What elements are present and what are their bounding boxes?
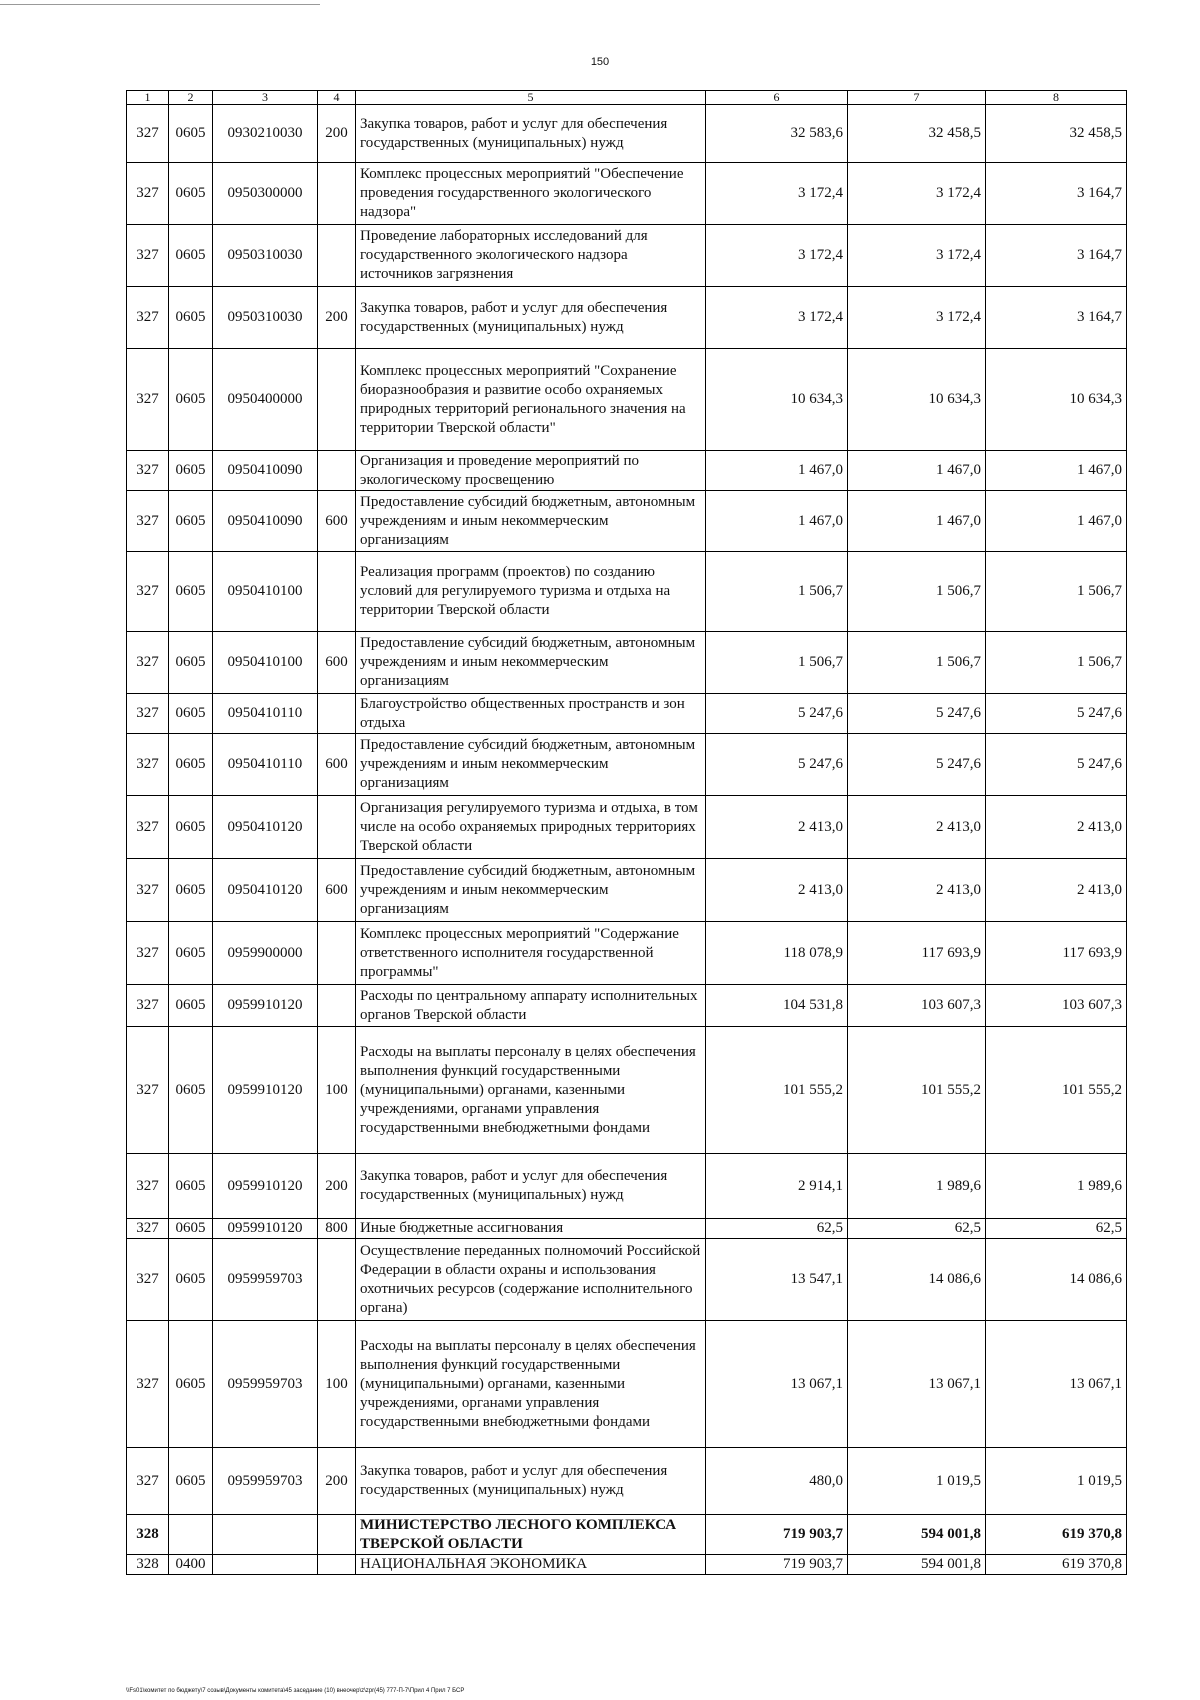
amount-col6-cell: 13 547,1 bbox=[706, 1239, 848, 1321]
description-cell: Комплекс процессных мероприятий "Обеспечение проведения государственного экологического надзора" bbox=[356, 163, 706, 225]
section-code-cell: 0605 bbox=[169, 1239, 213, 1321]
ministry-code-cell: 327 bbox=[127, 1219, 169, 1239]
expense-type-cell bbox=[318, 1555, 356, 1575]
amount-col6-cell: 719 903,7 bbox=[706, 1515, 848, 1555]
target-article-cell: 0959910120 bbox=[213, 985, 318, 1027]
amount-col8-cell: 2 413,0 bbox=[986, 796, 1127, 859]
expense-type-cell bbox=[318, 163, 356, 225]
ministry-code-cell: 327 bbox=[127, 1154, 169, 1219]
target-article-cell: 0950310030 bbox=[213, 287, 318, 349]
expense-type-cell: 200 bbox=[318, 1448, 356, 1515]
target-article-cell: 0950410100 bbox=[213, 632, 318, 694]
table-body bbox=[127, 105, 1127, 1575]
amount-col6-cell: 118 078,9 bbox=[706, 922, 848, 985]
section-code-cell: 0605 bbox=[169, 694, 213, 734]
amount-col6-cell: 1 506,7 bbox=[706, 632, 848, 694]
table-row bbox=[127, 163, 1127, 225]
amount-col7-cell: 3 172,4 bbox=[848, 287, 986, 349]
expense-type-cell bbox=[318, 225, 356, 287]
table-row bbox=[127, 985, 1127, 1027]
amount-col6-cell: 13 067,1 bbox=[706, 1321, 848, 1448]
table-row bbox=[127, 451, 1127, 491]
section-code-cell: 0605 bbox=[169, 1219, 213, 1239]
table-row bbox=[127, 859, 1127, 922]
section-code-cell: 0605 bbox=[169, 349, 213, 451]
amount-col7-cell: 13 067,1 bbox=[848, 1321, 986, 1448]
expense-type-cell: 600 bbox=[318, 491, 356, 552]
expense-type-cell: 600 bbox=[318, 859, 356, 922]
amount-col6-cell: 2 413,0 bbox=[706, 859, 848, 922]
amount-col7-cell: 1 989,6 bbox=[848, 1154, 986, 1219]
amount-col7-cell: 5 247,6 bbox=[848, 734, 986, 796]
ministry-code-cell: 327 bbox=[127, 632, 169, 694]
expense-type-cell: 600 bbox=[318, 734, 356, 796]
amount-col7-cell: 1 019,5 bbox=[848, 1448, 986, 1515]
column-header-7: 7 bbox=[848, 91, 986, 105]
amount-col6-cell: 719 903,7 bbox=[706, 1555, 848, 1575]
table-row bbox=[127, 1448, 1127, 1515]
budget-table bbox=[126, 90, 1127, 1575]
amount-col8-cell: 1 467,0 bbox=[986, 491, 1127, 552]
amount-col6-cell: 2 413,0 bbox=[706, 796, 848, 859]
column-header-4: 4 bbox=[318, 91, 356, 105]
amount-col6-cell: 1 467,0 bbox=[706, 491, 848, 552]
table-row bbox=[127, 1515, 1127, 1555]
amount-col6-cell: 2 914,1 bbox=[706, 1154, 848, 1219]
description-cell: Расходы по центральному аппарату исполнительных органов Тверской области bbox=[356, 985, 706, 1027]
section-code-cell: 0605 bbox=[169, 734, 213, 796]
section-code-cell bbox=[169, 1515, 213, 1555]
target-article-cell: 0930210030 bbox=[213, 105, 318, 163]
section-code-cell: 0605 bbox=[169, 632, 213, 694]
table-row bbox=[127, 1219, 1127, 1239]
target-article-cell: 0959959703 bbox=[213, 1239, 318, 1321]
amount-col8-cell: 3 164,7 bbox=[986, 287, 1127, 349]
expense-type-cell bbox=[318, 552, 356, 632]
description-cell: Расходы на выплаты персоналу в целях обеспечения выполнения функций государственными (муниципальными) органами, казенными учреждениями, органами управления государственными внебюджетными фондами bbox=[356, 1027, 706, 1154]
table-row bbox=[127, 225, 1127, 287]
ministry-code-cell: 327 bbox=[127, 105, 169, 163]
description-cell: Расходы на выплаты персоналу в целях обеспечения выполнения функций государственными (муниципальными) органами, казенными учреждениями, органами управления государственными внебюджетными фондами bbox=[356, 1321, 706, 1448]
section-code-cell: 0605 bbox=[169, 491, 213, 552]
amount-col8-cell: 1 467,0 bbox=[986, 451, 1127, 491]
target-article-cell: 0950400000 bbox=[213, 349, 318, 451]
amount-col8-cell: 14 086,6 bbox=[986, 1239, 1127, 1321]
table-row bbox=[127, 734, 1127, 796]
amount-col7-cell: 5 247,6 bbox=[848, 694, 986, 734]
amount-col7-cell: 10 634,3 bbox=[848, 349, 986, 451]
amount-col8-cell: 62,5 bbox=[986, 1219, 1127, 1239]
target-article-cell: 0950410090 bbox=[213, 491, 318, 552]
ministry-code-cell: 328 bbox=[127, 1555, 169, 1575]
table-row bbox=[127, 632, 1127, 694]
table-row bbox=[127, 694, 1127, 734]
amount-col6-cell: 10 634,3 bbox=[706, 349, 848, 451]
description-cell: Предоставление субсидий бюджетным, автономным учреждениям и иным некоммерческим организациям bbox=[356, 859, 706, 922]
ministry-code-cell: 327 bbox=[127, 491, 169, 552]
description-cell: Закупка товаров, работ и услуг для обеспечения государственных (муниципальных) нужд bbox=[356, 1154, 706, 1219]
amount-col7-cell: 1 506,7 bbox=[848, 552, 986, 632]
column-header-5: 5 bbox=[356, 91, 706, 105]
amount-col8-cell: 3 164,7 bbox=[986, 225, 1127, 287]
ministry-code-cell: 327 bbox=[127, 922, 169, 985]
description-cell: МИНИСТЕРСТВО ЛЕСНОГО КОМПЛЕКСА ТВЕРСКОЙ ОБЛАСТИ bbox=[356, 1515, 706, 1555]
target-article-cell: 0959959703 bbox=[213, 1448, 318, 1515]
table-row bbox=[127, 922, 1127, 985]
ministry-code-cell: 327 bbox=[127, 985, 169, 1027]
target-article-cell: 0950410110 bbox=[213, 694, 318, 734]
target-article-cell: 0950310030 bbox=[213, 225, 318, 287]
table-row bbox=[127, 1321, 1127, 1448]
ministry-code-cell: 327 bbox=[127, 552, 169, 632]
target-article-cell: 0950410090 bbox=[213, 451, 318, 491]
amount-col8-cell: 3 164,7 bbox=[986, 163, 1127, 225]
amount-col8-cell: 2 413,0 bbox=[986, 859, 1127, 922]
expense-type-cell bbox=[318, 796, 356, 859]
amount-col7-cell: 14 086,6 bbox=[848, 1239, 986, 1321]
table-row bbox=[127, 552, 1127, 632]
section-code-cell: 0605 bbox=[169, 859, 213, 922]
table-row bbox=[127, 105, 1127, 163]
target-article-cell: 0950410110 bbox=[213, 734, 318, 796]
description-cell: Благоустройство общественных пространств и зон отдыха bbox=[356, 694, 706, 734]
amount-col8-cell: 117 693,9 bbox=[986, 922, 1127, 985]
amount-col7-cell: 1 506,7 bbox=[848, 632, 986, 694]
expense-type-cell: 600 bbox=[318, 632, 356, 694]
table-row bbox=[127, 1027, 1127, 1154]
description-cell: Комплекс процессных мероприятий "Содержание ответственного исполнителя государственной программы" bbox=[356, 922, 706, 985]
description-cell: Осуществление переданных полномочий Российской Федерации в области охраны и использования охотничьих ресурсов (содержание исполнительного органа) bbox=[356, 1239, 706, 1321]
ministry-code-cell: 327 bbox=[127, 1027, 169, 1154]
description-cell: НАЦИОНАЛЬНАЯ ЭКОНОМИКА bbox=[356, 1555, 706, 1575]
expense-type-cell bbox=[318, 922, 356, 985]
column-header-6: 6 bbox=[706, 91, 848, 105]
column-header-3: 3 bbox=[213, 91, 318, 105]
amount-col7-cell: 1 467,0 bbox=[848, 491, 986, 552]
expense-type-cell bbox=[318, 985, 356, 1027]
amount-col8-cell: 101 555,2 bbox=[986, 1027, 1127, 1154]
amount-col6-cell: 3 172,4 bbox=[706, 163, 848, 225]
expense-type-cell bbox=[318, 694, 356, 734]
description-cell: Проведение лабораторных исследований для государственного экологического надзора источников загрязнения bbox=[356, 225, 706, 287]
amount-col7-cell: 103 607,3 bbox=[848, 985, 986, 1027]
amount-col6-cell: 62,5 bbox=[706, 1219, 848, 1239]
section-code-cell: 0605 bbox=[169, 922, 213, 985]
ministry-code-cell: 327 bbox=[127, 349, 169, 451]
column-header-2: 2 bbox=[169, 91, 213, 105]
ministry-code-cell: 327 bbox=[127, 163, 169, 225]
amount-col6-cell: 101 555,2 bbox=[706, 1027, 848, 1154]
ministry-code-cell: 327 bbox=[127, 225, 169, 287]
section-code-cell: 0605 bbox=[169, 1154, 213, 1219]
target-article-cell: 0959910120 bbox=[213, 1027, 318, 1154]
amount-col7-cell: 117 693,9 bbox=[848, 922, 986, 985]
scan-artifact-line bbox=[0, 4, 320, 5]
amount-col6-cell: 32 583,6 bbox=[706, 105, 848, 163]
amount-col7-cell: 1 467,0 bbox=[848, 451, 986, 491]
ministry-code-cell: 327 bbox=[127, 1321, 169, 1448]
amount-col6-cell: 5 247,6 bbox=[706, 734, 848, 796]
target-article-cell: 0959900000 bbox=[213, 922, 318, 985]
description-cell: Иные бюджетные ассигнования bbox=[356, 1219, 706, 1239]
table-header-row bbox=[127, 91, 1127, 105]
target-article-cell: 0959959703 bbox=[213, 1321, 318, 1448]
ministry-code-cell: 327 bbox=[127, 796, 169, 859]
table-row bbox=[127, 1555, 1127, 1575]
table-row bbox=[127, 287, 1127, 349]
amount-col8-cell: 1 989,6 bbox=[986, 1154, 1127, 1219]
amount-col7-cell: 32 458,5 bbox=[848, 105, 986, 163]
target-article-cell: 0950410100 bbox=[213, 552, 318, 632]
description-cell: Закупка товаров, работ и услуг для обеспечения государственных (муниципальных) нужд bbox=[356, 287, 706, 349]
amount-col7-cell: 3 172,4 bbox=[848, 163, 986, 225]
amount-col8-cell: 5 247,6 bbox=[986, 694, 1127, 734]
column-header-8: 8 bbox=[986, 91, 1127, 105]
target-article-cell bbox=[213, 1515, 318, 1555]
section-code-cell: 0605 bbox=[169, 1448, 213, 1515]
description-cell: Закупка товаров, работ и услуг для обеспечения государственных (муниципальных) нужд bbox=[356, 105, 706, 163]
description-cell: Комплекс процессных мероприятий "Сохранение биоразнообразия и развитие особо охраняемых природных территорий регионального значения на территории Тверской области" bbox=[356, 349, 706, 451]
ministry-code-cell: 327 bbox=[127, 859, 169, 922]
amount-col8-cell: 619 370,8 bbox=[986, 1555, 1127, 1575]
amount-col6-cell: 1 467,0 bbox=[706, 451, 848, 491]
section-code-cell: 0605 bbox=[169, 552, 213, 632]
expense-type-cell bbox=[318, 349, 356, 451]
expense-type-cell: 800 bbox=[318, 1219, 356, 1239]
target-article-cell: 0959910120 bbox=[213, 1219, 318, 1239]
expense-type-cell bbox=[318, 1239, 356, 1321]
amount-col8-cell: 13 067,1 bbox=[986, 1321, 1127, 1448]
expense-type-cell: 200 bbox=[318, 1154, 356, 1219]
section-code-cell: 0605 bbox=[169, 105, 213, 163]
page-number: 150 bbox=[590, 56, 610, 68]
amount-col8-cell: 1 506,7 bbox=[986, 632, 1127, 694]
ministry-code-cell: 327 bbox=[127, 451, 169, 491]
table-row bbox=[127, 491, 1127, 552]
description-cell: Предоставление субсидий бюджетным, автономным учреждениям и иным некоммерческим организациям bbox=[356, 491, 706, 552]
amount-col7-cell: 3 172,4 bbox=[848, 225, 986, 287]
amount-col8-cell: 5 247,6 bbox=[986, 734, 1127, 796]
table-row bbox=[127, 796, 1127, 859]
target-article-cell: 0959910120 bbox=[213, 1154, 318, 1219]
amount-col6-cell: 3 172,4 bbox=[706, 225, 848, 287]
amount-col8-cell: 619 370,8 bbox=[986, 1515, 1127, 1555]
target-article-cell: 0950410120 bbox=[213, 796, 318, 859]
table-row bbox=[127, 1239, 1127, 1321]
table-row bbox=[127, 349, 1127, 451]
amount-col8-cell: 103 607,3 bbox=[986, 985, 1127, 1027]
ministry-code-cell: 327 bbox=[127, 1448, 169, 1515]
file-path-footer: \\Fs01\комитет по бюджету\7 созыв\Документы комитета\45 заседание (10) внеочер\z\zpr(45) 777-П-7\Прил 4 Прил 7 БСР bbox=[126, 1688, 465, 1694]
ministry-code-cell: 327 bbox=[127, 694, 169, 734]
section-code-cell: 0605 bbox=[169, 796, 213, 859]
section-code-cell: 0605 bbox=[169, 451, 213, 491]
amount-col6-cell: 5 247,6 bbox=[706, 694, 848, 734]
column-header-1: 1 bbox=[127, 91, 169, 105]
amount-col6-cell: 3 172,4 bbox=[706, 287, 848, 349]
section-code-cell: 0605 bbox=[169, 225, 213, 287]
amount-col7-cell: 2 413,0 bbox=[848, 796, 986, 859]
expense-type-cell: 200 bbox=[318, 287, 356, 349]
target-article-cell bbox=[213, 1555, 318, 1575]
section-code-cell: 0605 bbox=[169, 985, 213, 1027]
amount-col7-cell: 2 413,0 bbox=[848, 859, 986, 922]
amount-col7-cell: 594 001,8 bbox=[848, 1555, 986, 1575]
table-row bbox=[127, 1154, 1127, 1219]
section-code-cell: 0605 bbox=[169, 163, 213, 225]
section-code-cell: 0400 bbox=[169, 1555, 213, 1575]
amount-col8-cell: 10 634,3 bbox=[986, 349, 1127, 451]
expense-type-cell bbox=[318, 1515, 356, 1555]
section-code-cell: 0605 bbox=[169, 1321, 213, 1448]
amount-col7-cell: 62,5 bbox=[848, 1219, 986, 1239]
expense-type-cell: 100 bbox=[318, 1321, 356, 1448]
ministry-code-cell: 327 bbox=[127, 734, 169, 796]
amount-col7-cell: 594 001,8 bbox=[848, 1515, 986, 1555]
description-cell: Организация и проведение мероприятий по экологическому просвещению bbox=[356, 451, 706, 491]
ministry-code-cell: 328 bbox=[127, 1515, 169, 1555]
expense-type-cell: 200 bbox=[318, 105, 356, 163]
expense-type-cell: 100 bbox=[318, 1027, 356, 1154]
amount-col8-cell: 1 506,7 bbox=[986, 552, 1127, 632]
amount-col6-cell: 104 531,8 bbox=[706, 985, 848, 1027]
amount-col7-cell: 101 555,2 bbox=[848, 1027, 986, 1154]
amount-col6-cell: 1 506,7 bbox=[706, 552, 848, 632]
target-article-cell: 0950300000 bbox=[213, 163, 318, 225]
description-cell: Предоставление субсидий бюджетным, автономным учреждениям и иным некоммерческим организациям bbox=[356, 734, 706, 796]
expense-type-cell bbox=[318, 451, 356, 491]
ministry-code-cell: 327 bbox=[127, 287, 169, 349]
section-code-cell: 0605 bbox=[169, 1027, 213, 1154]
description-cell: Предоставление субсидий бюджетным, автономным учреждениям и иным некоммерческим организациям bbox=[356, 632, 706, 694]
description-cell: Организация регулируемого туризма и отдыха, в том числе на особо охраняемых природных территориях Тверской области bbox=[356, 796, 706, 859]
section-code-cell: 0605 bbox=[169, 287, 213, 349]
ministry-code-cell: 327 bbox=[127, 1239, 169, 1321]
amount-col8-cell: 32 458,5 bbox=[986, 105, 1127, 163]
amount-col8-cell: 1 019,5 bbox=[986, 1448, 1127, 1515]
description-cell: Закупка товаров, работ и услуг для обеспечения государственных (муниципальных) нужд bbox=[356, 1448, 706, 1515]
description-cell: Реализация программ (проектов) по созданию условий для регулируемого туризма и отдыха на территории Тверской области bbox=[356, 552, 706, 632]
target-article-cell: 0950410120 bbox=[213, 859, 318, 922]
amount-col6-cell: 480,0 bbox=[706, 1448, 848, 1515]
